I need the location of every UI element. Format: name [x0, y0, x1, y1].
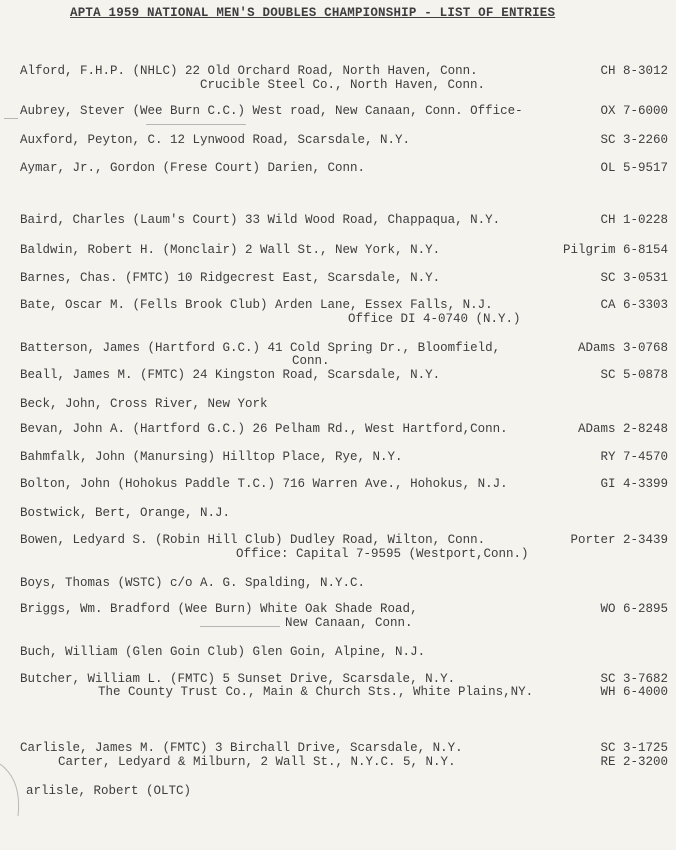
entry-phone-secondary: WH 6-4000 [600, 685, 668, 699]
entry-line1: Briggs, Wm. Bradford (Wee Burn) White Oak Shade Road, [20, 602, 418, 616]
entry-line1: Aubrey, Stever (Wee Burn C.C.) West road, New Canaan, Conn. Office- [20, 104, 523, 118]
entry-phone: WO 6-2895 [600, 602, 668, 616]
entry-line1: Buch, William (Glen Goin Club) Glen Goin, Alpine, N.J. [20, 645, 426, 659]
entry-phone: ADams 2-8248 [577, 422, 668, 436]
entry-line2: The County Trust Co., Main & Church Sts., White Plains,NY. [98, 685, 534, 699]
entry-line1: Auxford, Peyton, C. 12 Lynwood Road, Scarsdale, N.Y. [20, 133, 411, 147]
entry-line2: Office: Capital 7-9595 (Westport,Conn.) [236, 547, 529, 561]
entry-phone: SC 3-2260 [600, 133, 668, 147]
entry-line1: Alford, F.H.P. (NHLC) 22 Old Orchard Road, North Haven, Conn. [20, 64, 478, 78]
entry-line1: Bowen, Ledyard S. (Robin Hill Club) Dudley Road, Wilton, Conn. [20, 533, 486, 547]
entry-line1: Bahmfalk, John (Manursing) Hilltop Place, Rye, N.Y. [20, 450, 403, 464]
entry-line1: Butcher, William L. (FMTC) 5 Sunset Drive, Scarsdale, N.Y. [20, 672, 456, 686]
entry-phone: GI 4-3399 [600, 477, 668, 491]
entry-phone: ADams 3-0768 [577, 341, 668, 355]
entry-phone: CH 1-0228 [600, 213, 668, 227]
entry-phone: SC 5-0878 [600, 368, 668, 382]
entry-line2: Office DI 4-0740 (N.Y.) [348, 312, 521, 326]
entry-line1: Beck, John, Cross River, New York [20, 397, 268, 411]
paper-edge-mark [0, 760, 30, 820]
entry-phone-secondary: RE 2-3200 [600, 755, 668, 769]
smudge-mark [4, 118, 18, 119]
entry-line1: arlisle, Robert (OLTC) [26, 784, 192, 798]
entry-line1: Carlisle, James M. (FMTC) 3 Birchall Drive, Scarsdale, N.Y. [20, 741, 463, 755]
entry-line2: New Canaan, Conn. [285, 616, 413, 630]
entry-line1: Baird, Charles (Laum's Court) 33 Wild Wood Road, Chappaqua, N.Y. [20, 213, 501, 227]
entry-line1: Bolton, John (Hohokus Paddle T.C.) 716 Warren Ave., Hohokus, N.J. [20, 477, 508, 491]
entry-line1: Bate, Oscar M. (Fells Brook Club) Arden Lane, Essex Falls, N.J. [20, 298, 493, 312]
entry-line1: Beall, James M. (FMTC) 24 Kingston Road, Scarsdale, N.Y. [20, 368, 441, 382]
entry-line1: Baldwin, Robert H. (Monclair) 2 Wall St., New York, N.Y. [20, 243, 441, 257]
entry-line1: Aymar, Jr., Gordon (Frese Court) Darien, Conn. [20, 161, 366, 175]
entry-phone: OL 5-9517 [600, 161, 668, 175]
entry-line2: Conn. [292, 354, 330, 368]
entry-phone: CH 8-3012 [600, 64, 668, 78]
entry-line2: Carter, Ledyard & Milburn, 2 Wall St., N.Y.C. 5, N.Y. [58, 755, 456, 769]
entry-line1: Barnes, Chas. (FMTC) 10 Ridgecrest East, Scarsdale, N.Y. [20, 271, 441, 285]
entry-phone: Pilgrim 6-8154 [562, 243, 668, 257]
page-title: APTA 1959 NATIONAL MEN'S DOUBLES CHAMPIONSHIP - LIST OF ENTRIES [70, 6, 556, 20]
entry-line1: Batterson, James (Hartford G.C.) 41 Cold Spring Dr., Bloomfield, [20, 341, 501, 355]
entry-line2: Crucible Steel Co., North Haven, Conn. [200, 78, 486, 92]
entry-line1: Bostwick, Bert, Orange, N.J. [20, 506, 231, 520]
entry-phone: CA 6-3303 [600, 298, 668, 312]
entry-phone: SC 3-1725 [600, 741, 668, 755]
entry-line1: Boys, Thomas (WSTC) c/o A. G. Spalding, N.Y.C. [20, 576, 366, 590]
entry-phone: Porter 2-3439 [570, 533, 668, 547]
entry-phone: OX 7-6000 [600, 104, 668, 118]
underline-mark [146, 124, 246, 125]
entry-line1: Bevan, John A. (Hartford G.C.) 26 Pelham Rd., West Hartford,Conn. [20, 422, 508, 436]
entry-phone: SC 3-0531 [600, 271, 668, 285]
entry-phone: SC 3-7682 [600, 672, 668, 686]
underline-mark [200, 626, 280, 627]
entry-phone: RY 7-4570 [600, 450, 668, 464]
